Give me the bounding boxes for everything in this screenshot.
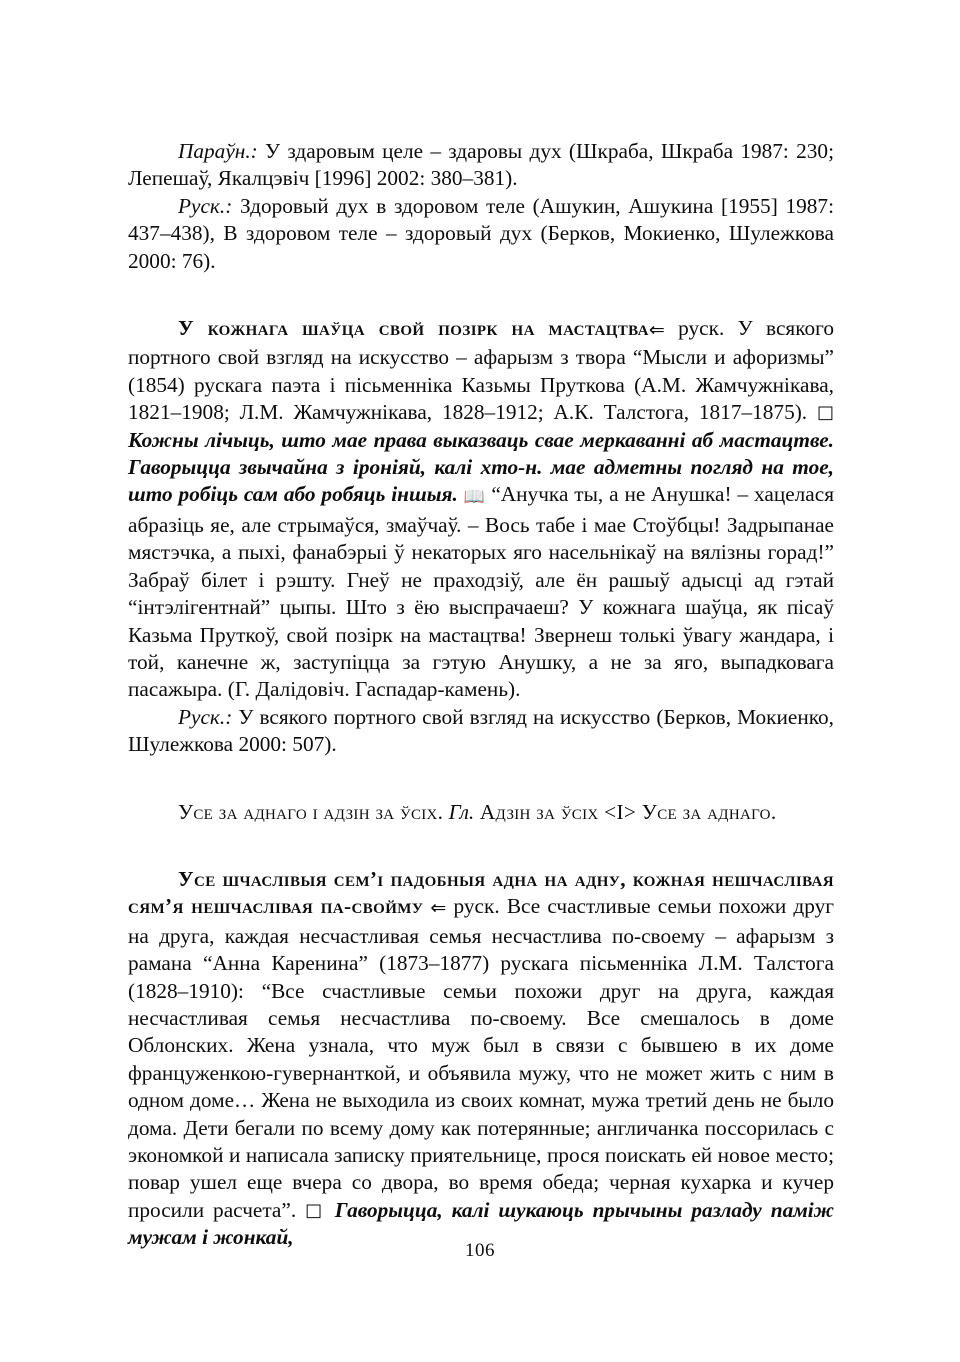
entry-use-shchaslivyya-body <box>128 866 834 1252</box>
entry-separator <box>128 826 834 866</box>
usage-note-marker-icon: □ <box>816 402 834 424</box>
see-also-target-primary: Адзін за ўсіх <box>474 799 605 824</box>
entry-shautsa-body <box>128 315 834 704</box>
paraphrase-paragraph <box>128 138 834 193</box>
page-text-block <box>128 138 835 1250</box>
see-also-bracket-icon: <І> <box>604 799 637 824</box>
etymology-text: У всякого портного свой взгляд на искусство – афарызм з твора “Мысли и афоризмы” (1854) рускага паэта і пісьменніка Казьмы Пруткова (А.М. Жамчужнікава, 1821–1908; Л.М. Жамчужнікава, 1828–1912; А.К. Талстога, 1817–1875). <box>128 316 834 425</box>
borrowed-from-arrow-icon: ⇐ <box>648 319 665 342</box>
russian-text: У всякого портного свой взгляд на искусство (Берков, Мокиенко, Шулежкова 2000: 507). <box>128 704 834 757</box>
see-also-target-secondary: Усе за аднаго. <box>636 799 777 824</box>
borrowed-from-arrow-icon: ⇐ <box>430 897 447 920</box>
entry-shautsa-russian-paragraph <box>128 704 834 759</box>
source-language-label: руск. <box>678 316 725 341</box>
page-number: 106 <box>465 1240 495 1261</box>
russian-text: Здоровый дух в здоровом теле (Ашукин, Ашукина [1955] 1987: 437–438), В здоровом теле – здоровый дух (Берков, Мокиенко, Шулежкова 2000: 76). <box>128 193 834 273</box>
illustration-marker-icon: 📖 <box>463 487 486 508</box>
see-also-label: Гл. <box>448 799 475 824</box>
definition-text: Кожны лічыць, што мае права выказваць свае меркаванні аб мастацтве. Гаворыцца звычайна з іроніяй, калі хто-н. мае адметны погляд на тое, што робіць сам або робяць іншыя. <box>128 427 834 507</box>
headword: У кожнага шаўца свой позірк на мастацтва <box>178 316 649 341</box>
paraphrase-label: Параўн.: <box>178 139 258 163</box>
citation-text: “Анучка ты, а не Анушка! – хацелася абразіць яе, але стрымаўся, змаўчаў. – Вось табе і мае Стоўбцы! Задрыпанае мястэчка, а пыхі, фанабэрыі ў некаторых яго насельнікаў на вялізны горад!” Забраў білет і рэшту. Гнеў не праходзіў, але ён рашыў адысці ад гэтай “інтэлігентнай” цыпы. Што з ёю выспрачаеш? У кожнага шаўца, як пісаў Казьма Пруткоў, свой позірк на мастацтва! Звернеш толькі ўвагу жандара, і той, канечне ж, заступіцца за гэтую Анушку, а не за яго, выпадковага пасажыра. (Г. Далідовіч. Гаспадар-камень). <box>128 482 834 702</box>
headword: Усе шчаслівыя сем’і падобныя адна на адну, кожная нешчаслівая сям’я нешчаслівая па-свойму <box>128 866 834 919</box>
source-language-label: руск. <box>453 894 500 919</box>
usage-note-marker-icon: □ <box>305 1199 326 1221</box>
russian-label: Руск.: <box>178 193 233 218</box>
paraphrase-text: У здаровым целе – здаровы дух (Шкраба, Шкраба 1987: 230; Лепешаў, Якалцэвіч [1996] 2002: 380–381). <box>128 139 834 191</box>
entry-separator <box>128 275 834 315</box>
russian-label: Руск.: <box>178 704 233 729</box>
definition-text: Гаворыцца, калі шукаюць прычыны разладу паміж мужам і жонкай, <box>128 1197 834 1250</box>
etymology-text: Все счастливые семьи похожи друг на друга, каждая несчастливая семья несчастлива по-своему – афарызм з рамана “Анна Каренина” (1873–1877) рускага пісьменніка Л.М. Талстога (1828–1910): “Все счастливые семьи похожи друг на друга, каждая несчастливая семья несчастлива по-своему. Все смешалось в доме Облонских. Жена узнала, что муж был в связи с бывшею в их доме француженкою-гувернанткой, и объявила мужу, что не может жить с ним в одном доме… Жена не выходила из своих комнат, мужа третий день не было дома. Дети бегали по всему дому как потерянные; англичанка поссорилась с экономкой и написала записку приятельнице, прося поискать ей новое место; повар ушел еще вчера со двора, во время обеда; черная кухарка и кучер просили расчета”. <box>128 894 835 1222</box>
headword: Усе за аднаго і адзін за ўсіх. <box>178 799 444 824</box>
entry-use-za-adnago-body <box>128 799 834 826</box>
entry-separator <box>128 759 834 799</box>
russian-equivalent-paragraph <box>128 193 834 275</box>
